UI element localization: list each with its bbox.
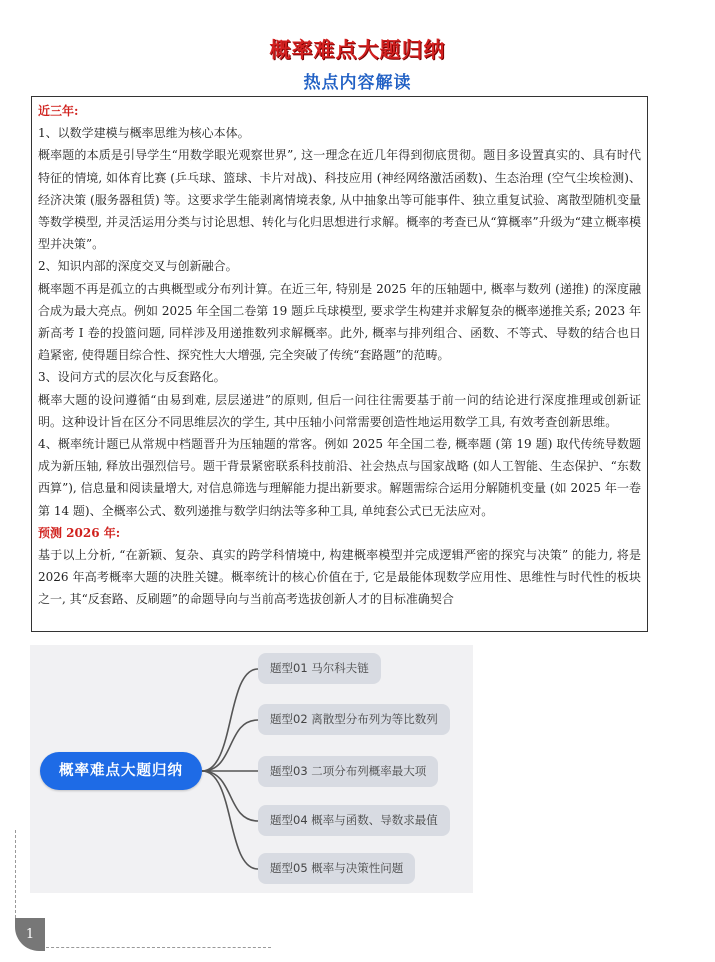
point-3-heading: 3、设问方式的层次化与反套路化。 [38,370,226,385]
page-number: 1 [15,918,45,951]
mindmap-root: 概率难点大题归纳 [40,752,202,790]
mindmap-item-3: 题型03 二项分布列概率最大项 [258,756,438,787]
connector-2 [202,720,258,771]
point-2-heading: 2、知识内部的深度交叉与创新融合。 [38,259,238,274]
connector-4 [202,771,258,821]
section-subtitle: 热点内容解读 [303,73,412,93]
point-1-body: 概率题的本质是引导学生“用数学眼光观察世界”, 这一理念在近几年得到彻底贯彻。题目多设置真实的、具有时代特征的情境, 如体育比赛 (乒乓球、篮球、卡片对战)、科技应用 (神经网络激活函数)、生态治理 (空气尘埃检测)、经济决策 (服务器租赁) 等。这要求学生能剥离情境表象, 从中抽象出等可能事件、独立重复试验、离散型随机变量等数学模型, 并灵活运用分类与讨论思想、转化与化归思想进行求解。概率的考查已从“算概率”升级为“建立概率模型并决策”。 [38,148,641,252]
mindmap-item-4: 题型04 概率与函数、导数求最值 [258,805,450,836]
mindmap-item-2: 题型02 离散型分布列为等比数列 [258,704,450,735]
page-border-horizontal [46,947,271,948]
mindmap [30,645,473,893]
point-1-heading: 1、以数学建模与概率思维为核心本体。 [38,126,250,141]
prediction-label: 预测 2026 年: [38,525,121,540]
prediction-body: 基于以上分析, “在新颖、复杂、真实的跨学科情境中, 构建概率模型并完成逻辑严密的探究与决策” 的能力, 将是 2026 年高考概率大题的决胜关键。概率统计的核心价值在于, 它是最能体现数学应用性、思维性与时代性的板块之一, 其“反套路、反刷题”的命题导向与当前高考选拔创新人才的目标准确契合 [38,548,641,607]
page-title: 概率难点大题归纳 [269,38,446,62]
point-4-paragraph: 4、概率统计题已从常规中档题晋升为压轴题的常客。例如 2025 年全国二卷, 概率题 (第 19 题) 取代传统导数题成为新压轴, 释放出强烈信号。题干背景紧密联系科技前沿、社会热点与国家战略 (如人工智能、生态保护、“东数西算”), 信息量和阅读量增大, 对信息筛选与理解能力提出新要求。解题需综合运用分解随机变量 (如 2025 年一卷第 14 题)、全概率公式、数列递推与数学归纳法等多种工具, 单纯套公式已无法应对。 [38,437,641,518]
content-box [31,96,648,632]
page-border-vertical [15,830,16,918]
past-years-label: 近三年: [38,104,79,118]
point-2-body: 概率题不再是孤立的古典概型或分布列计算。在近三年, 特别是 2025 年的压轴题中, 概率与数列 (递推) 的深度融合成为最大亮点。例如 2025 年全国二卷第 19 题乒乓球模型, 要求学生构建并求解复杂的概率递推关系; 2023 年新高考 Ⅰ 卷的投篮问题, 同样涉及用递推数列求解概率。此外, 概率与排列组合、函数、不等式、导数的结合也日趋紧密, 使得题目综合性、探究性大大增强, 完全突破了传统“套路题”的范畴。 [38,281,641,363]
point-3-body: 概率大题的设问遵循“由易到难, 层层递进”的原则, 但后一问往往需要基于前一问的结论进行深度推理或创新证明。这种设计旨在区分不同思维层次的学生, 其中压轴小问常需要创造性地运用数学工具, 有效考查创新思维。 [38,392,641,429]
mindmap-item-1: 题型01 马尔科夫链 [258,653,381,684]
mindmap-item-5: 题型05 概率与决策性问题 [258,853,415,884]
connector-1 [202,669,258,771]
